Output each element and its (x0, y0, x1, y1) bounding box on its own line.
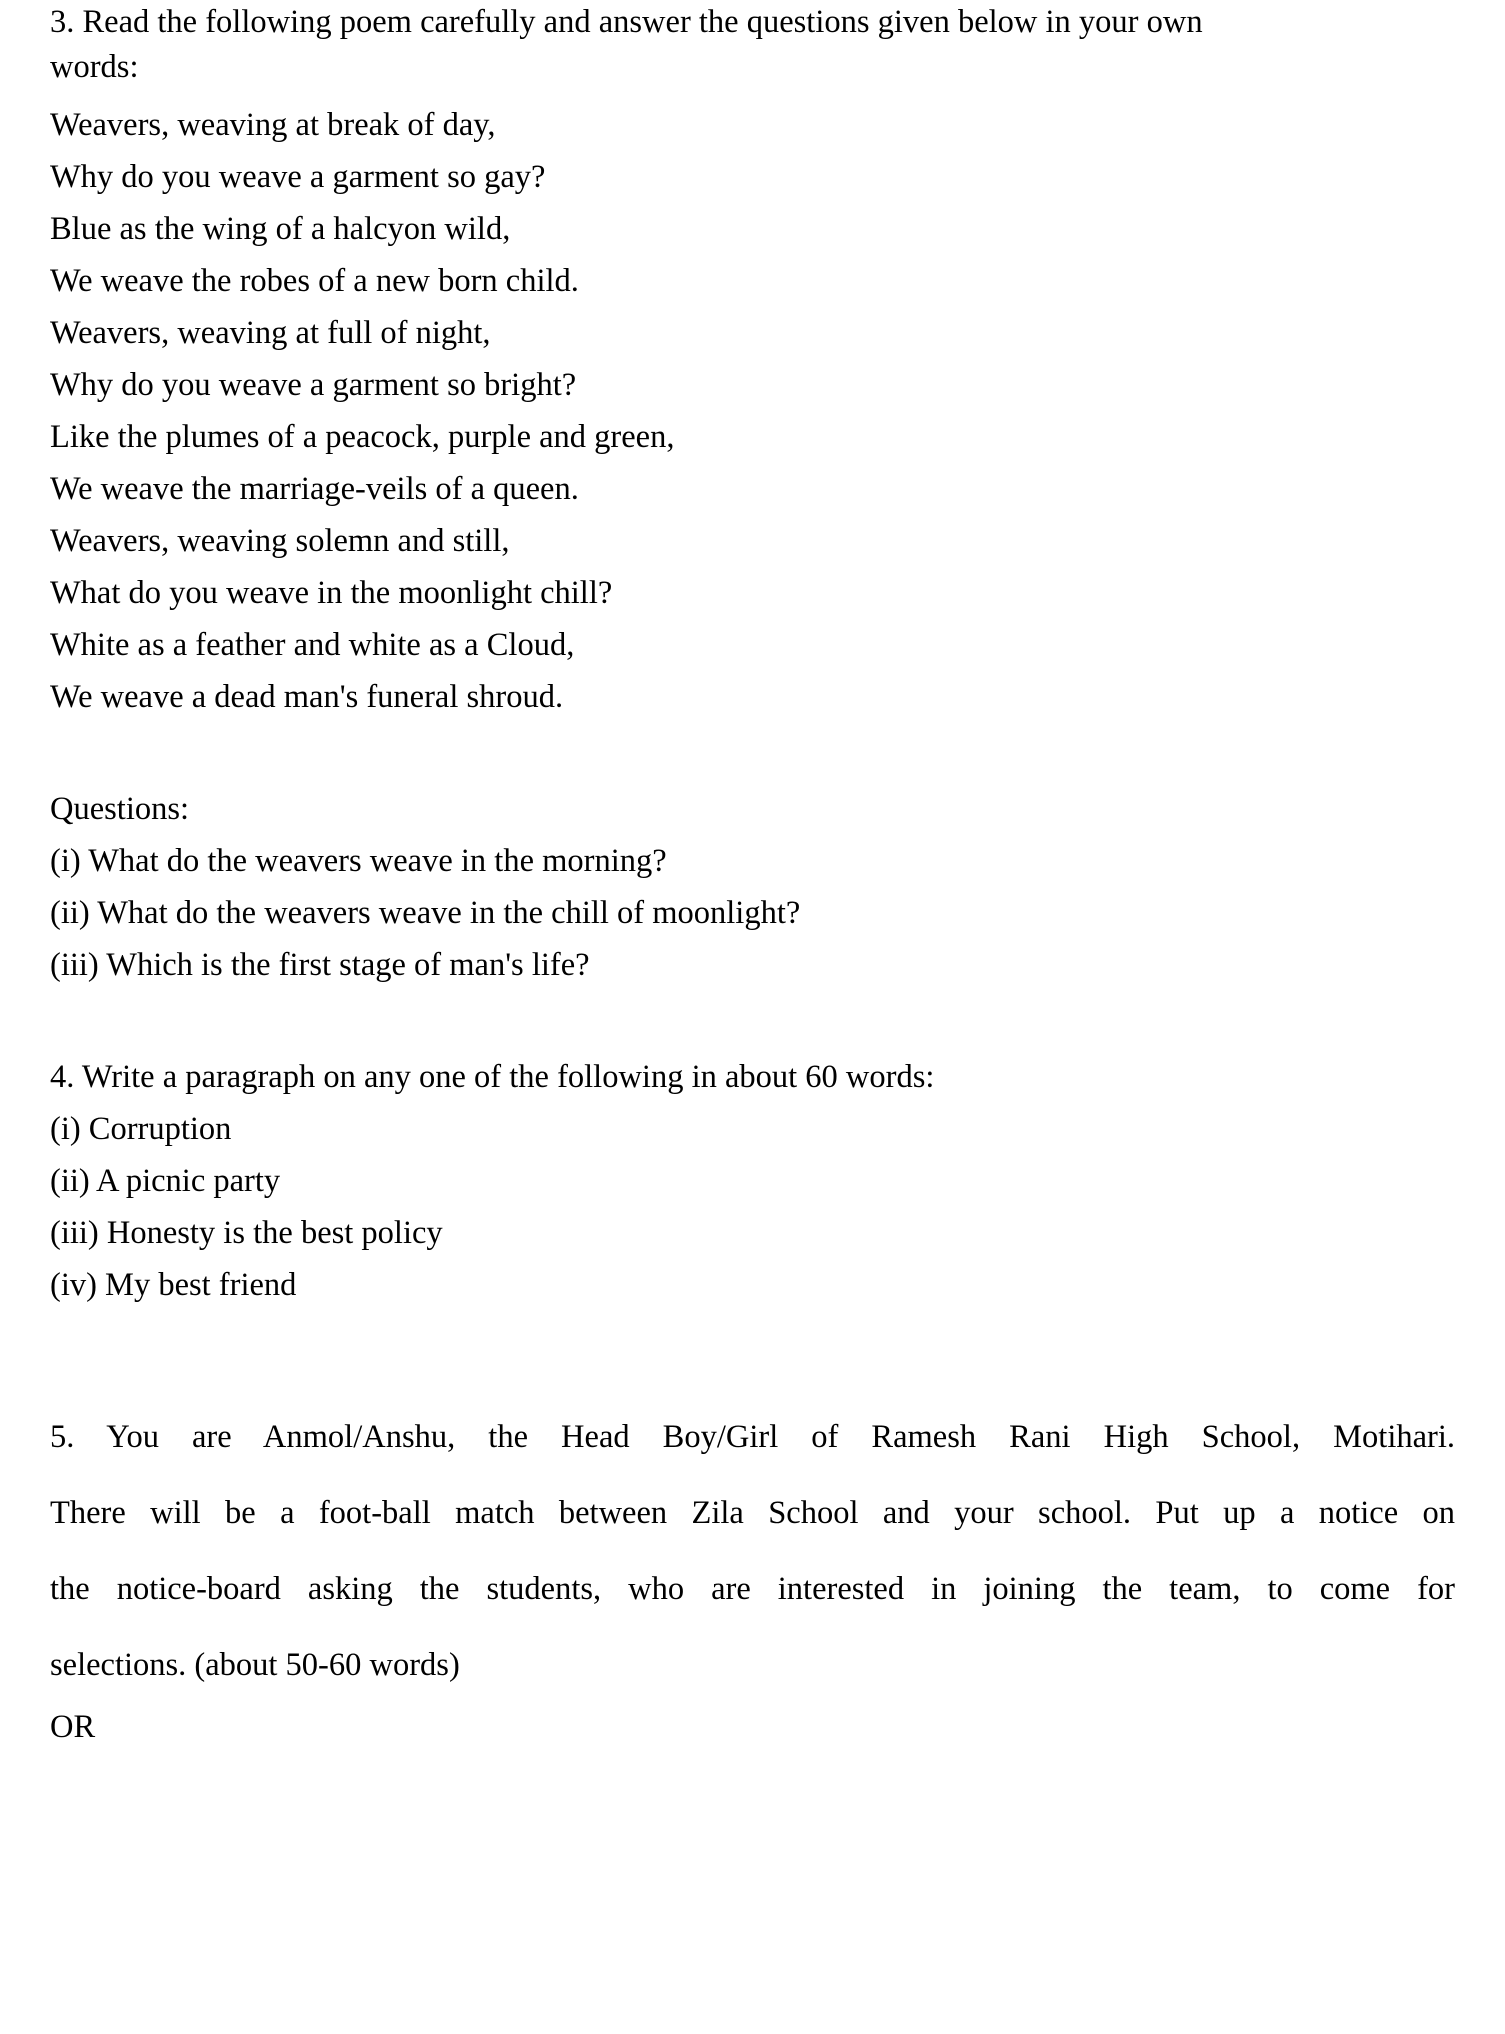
poem-line: What do you weave in the moonlight chill? (50, 575, 613, 611)
spacer (50, 1382, 1455, 1418)
poem-line: White as a feather and white as a Cloud, (50, 627, 575, 663)
question-3-instruction-line-2: words: (50, 49, 139, 85)
poem-line: We weave the marriage-veils of a queen. (50, 471, 579, 507)
question-5-line-1: 5. You are Anmol/Anshu, the Head Boy/Girl of Ramesh Rani High School, Motihari. (50, 1419, 1455, 1455)
question-3-instruction (50, 0, 1455, 90)
document-body (50, 0, 1455, 1745)
question-3-instruction-line-1: 3. Read the following poem carefully and answer the questions given below in your own (50, 4, 1203, 40)
poem-line: Weavers, weaving solemn and still, (50, 523, 510, 559)
or-separator-label: OR (50, 1709, 96, 1745)
poem-question-item: (iii) Which is the first stage of man's life? (50, 947, 590, 983)
questions-label: Questions: (50, 791, 190, 827)
question-5-line-3: the notice-board asking the students, who are interested in joining the team, to come for (50, 1571, 1455, 1607)
question-4-option: (iii) Honesty is the best policy (50, 1215, 443, 1251)
poem-block (50, 107, 1455, 715)
poem-line: Like the plumes of a peacock, purple and green, (50, 419, 675, 455)
question-5-line-4: selections. (about 50-60 words) (50, 1647, 460, 1683)
question-5-paragraph (50, 1418, 1455, 1684)
poem-line: We weave a dead man's funeral shroud. (50, 679, 564, 715)
spacer (50, 1002, 1455, 1062)
question-4-heading: 4. Write a paragraph on any one of the following in about 60 words: (50, 1059, 935, 1095)
question-4-option: (iv) My best friend (50, 1267, 297, 1303)
poem-line: Why do you weave a garment so gay? (50, 159, 546, 195)
question-4-option: (i) Corruption (50, 1111, 232, 1147)
poem-line: Weavers, weaving at break of day, (50, 107, 496, 143)
poem-line: Weavers, weaving at full of night, (50, 315, 491, 351)
poem-question-item: (ii) What do the weavers weave in the chill of moonlight? (50, 895, 801, 931)
poem-line: We weave the robes of a new born child. (50, 263, 579, 299)
spacer (50, 734, 1455, 794)
poem-line: Blue as the wing of a halcyon wild, (50, 211, 511, 247)
poem-line: Why do you weave a garment so bright? (50, 367, 577, 403)
spacer (50, 1322, 1455, 1382)
poem-question-item: (i) What do the weavers weave in the morning? (50, 843, 667, 879)
question-4-option: (ii) A picnic party (50, 1163, 281, 1199)
question-5-line-2: There will be a foot-ball match between Zila School and your school. Put up a notice on (50, 1495, 1455, 1531)
